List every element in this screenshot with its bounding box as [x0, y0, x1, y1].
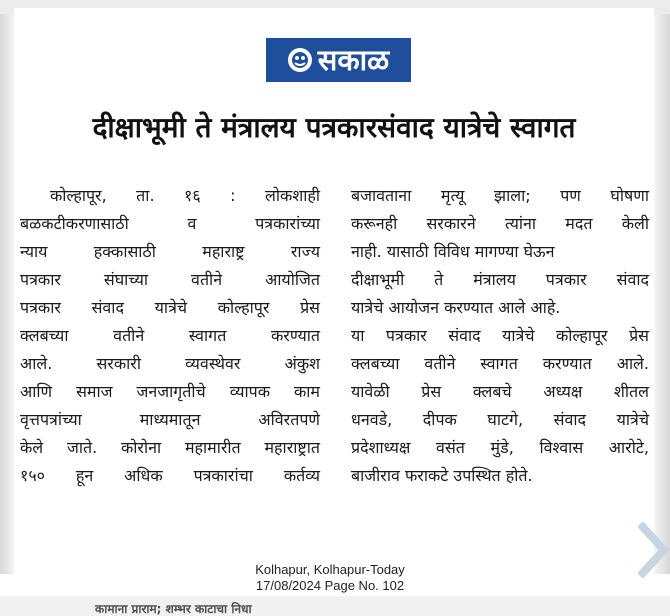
newspaper-clipping	[14, 8, 654, 588]
scan-left-edge	[0, 14, 14, 574]
article-line: यात्रेचे आयोजन करण्यात आले आहे.	[351, 298, 561, 317]
article-line: नाही. यासाठी विविध मागण्या घेऊन	[351, 242, 555, 261]
article-line: धनवडे, दीपक घाटगे, संवाद यात्रेचे	[351, 410, 649, 429]
article-line: न्याय हक्कासाठी महाराष्ट्र राज्य	[20, 242, 320, 261]
article-line: प्रदेशाध्यक्ष वसंत मुंडे, विश्वास आरोटे,	[351, 438, 649, 457]
article-line: आले. सरकारी व्यवस्थेवर अंकुश	[20, 354, 320, 373]
article-line: पत्रकार संघाच्या वतीने आयोजित	[20, 270, 320, 289]
article-line: दीक्षाभूमी ते मंत्रालय पत्रकार संवाद	[351, 270, 649, 289]
headline: दीक्षाभूमी ते मंत्रालय पत्रकारसंवाद यात्रेचे स्वागत	[92, 111, 576, 144]
sakal-logo	[266, 38, 411, 82]
article-line: करूनही सरकारने त्यांना मदत केली	[351, 214, 649, 233]
credit-date-page: 17/08/2024 Page No. 102	[255, 578, 405, 593]
article-line: पत्रकार संवाद यात्रेचे कोल्हापूर प्रेस	[20, 298, 320, 317]
chevron-right-icon	[638, 520, 670, 580]
bleed-text: कामाना प्राराम; शम्भर काटाचा निधा	[95, 602, 252, 616]
article-line: या पत्रकार संवाद यात्रेचे कोल्हापूर प्रेस	[351, 326, 649, 345]
article-right-column	[351, 182, 649, 490]
article-line: बजावताना मृत्यू झाला; पण घोषणा	[351, 186, 649, 205]
credit-edition: Kolhapur, Kolhapur-Today	[255, 562, 405, 577]
article-line: यावेळी प्रेस क्लबचे अध्यक्ष शीतल	[351, 382, 649, 401]
article-line: कोल्हापूर, ता. १६ : लोकशाही	[50, 186, 320, 205]
article-line: १५० हून अधिक पत्रकारांचा कर्तव्य	[20, 466, 320, 485]
article-line: क्लबच्या वतीने स्वागत करण्यात	[20, 326, 320, 345]
article-left-column	[20, 182, 320, 490]
source-credit	[200, 562, 460, 594]
article-line: क्लबच्या वतीने स्वागत करण्यात आले.	[351, 354, 649, 373]
logo-wordmark: सकाळ	[317, 42, 390, 77]
article-line: वृत्तपत्रांच्या माध्यमातून अविरतपणे	[20, 410, 320, 429]
article-line: केले जाते. कोरोना महामारीत महाराष्ट्रात	[20, 438, 320, 457]
scan-right-edge	[654, 14, 670, 574]
article-line: बळकटीकरणासाठी व पत्रकारांच्या	[20, 214, 320, 233]
adjacent-article-bleed	[0, 596, 670, 616]
article-line: बाजीराव फराकटे उपस्थित होते.	[351, 466, 533, 485]
article-line: आणि समाज जनजागृतीचे व्यापक काम	[20, 382, 320, 401]
sakal-emblem-icon	[288, 48, 312, 72]
